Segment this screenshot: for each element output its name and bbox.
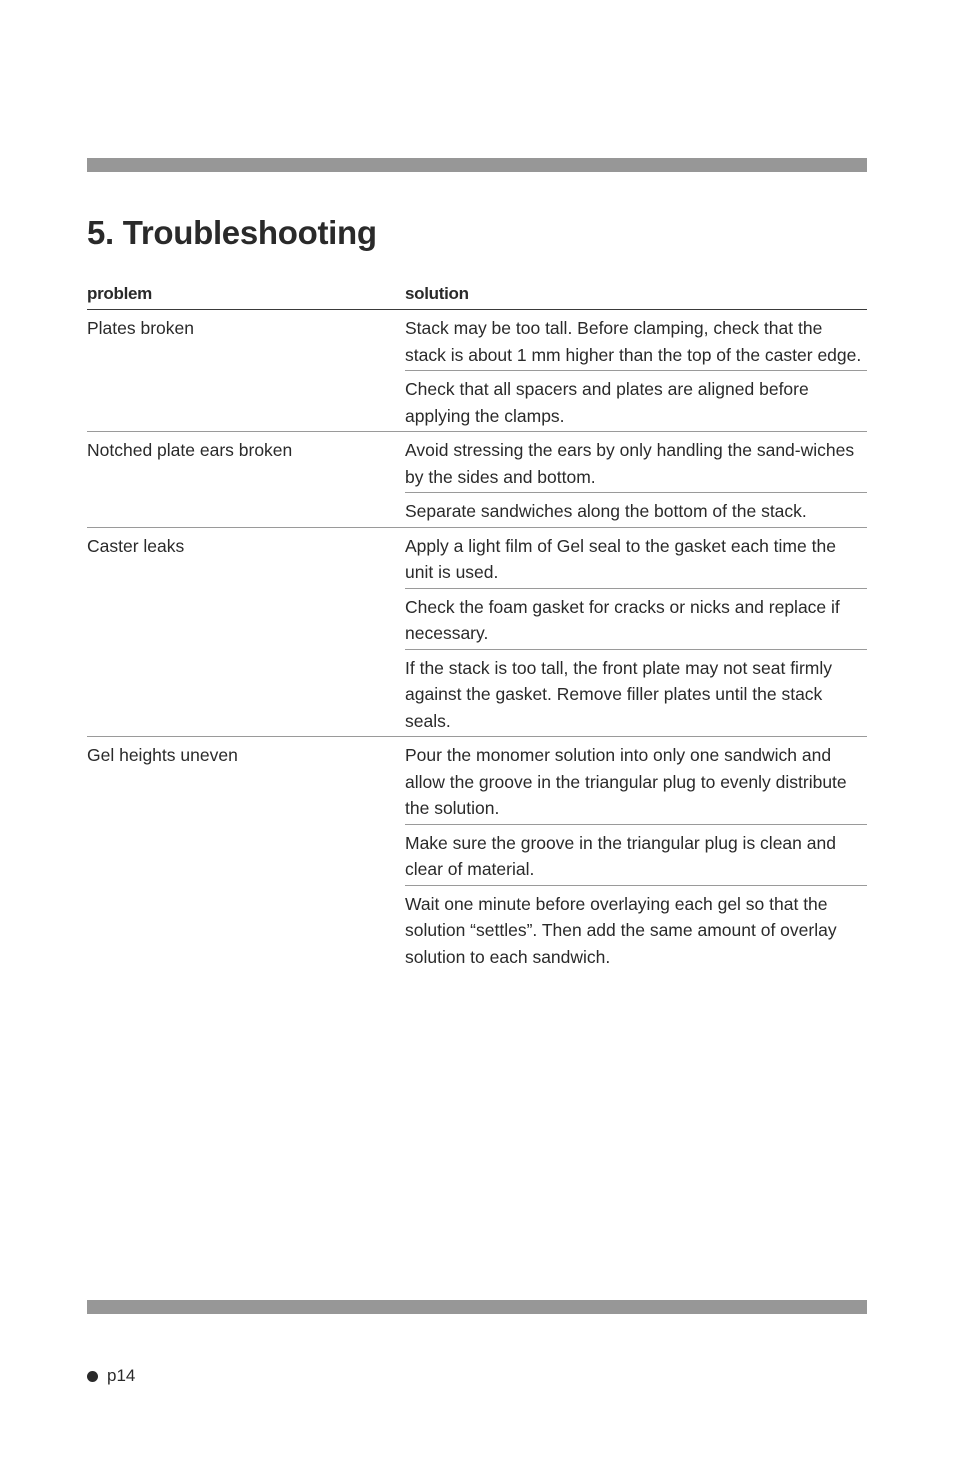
column-header-solution: solution [405,284,469,303]
problem-cell: Notched plate ears broken [87,440,293,460]
problem-cell: Plates broken [87,318,195,338]
solution-item: If the stack is too tall, the front plate may not seat firmly against the gasket. Remove filler plates until the stack seals. [405,657,832,731]
bottom-rule-bar [87,1300,867,1314]
solution-item: Avoid stressing the ears by only handling the sand-wiches by the sides and bottom. [405,432,867,493]
top-rule-bar [87,158,867,172]
table-row [87,528,867,738]
table-row [87,737,867,972]
problem-cell: Gel heights uneven [87,745,238,765]
solutions-cell [405,737,867,972]
solution-item: Separate sandwiches along the bottom of the stack. [405,501,807,521]
solution-item: Wait one minute before overlaying each gel so that the solution “settles”. Then add the same amount of overlay solution to each sandwich. [405,893,837,967]
solution-item: Check the foam gasket for cracks or nicks and replace if necessary. [405,589,867,650]
table-row [87,310,867,432]
column-header-problem: problem [87,284,152,303]
bullet-dot-icon [87,1371,98,1382]
solutions-cell [405,528,867,737]
troubleshooting-table [87,282,867,972]
solution-item: Pour the monomer solution into only one sandwich and allow the groove in the triangular plug to evenly distribute the solution. [405,737,867,825]
solution-item: Apply a light film of Gel seal to the gasket each time the unit is used. [405,528,867,589]
page-footer [87,1366,135,1386]
page-title: 5. Troubleshooting [87,214,377,251]
solutions-cell [405,310,867,431]
table-header [87,282,867,310]
page-number: p14 [107,1366,136,1385]
solution-item: Stack may be too tall. Before clamping, check that the stack is about 1 mm higher than the top of the caster edge. [405,310,867,371]
problem-cell: Caster leaks [87,535,185,556]
solution-item: Make sure the groove in the triangular plug is clean and clear of material. [405,825,867,886]
table-row [87,432,867,528]
solution-item: Check that all spacers and plates are aligned before applying the clamps. [405,379,809,426]
solutions-cell [405,432,867,527]
